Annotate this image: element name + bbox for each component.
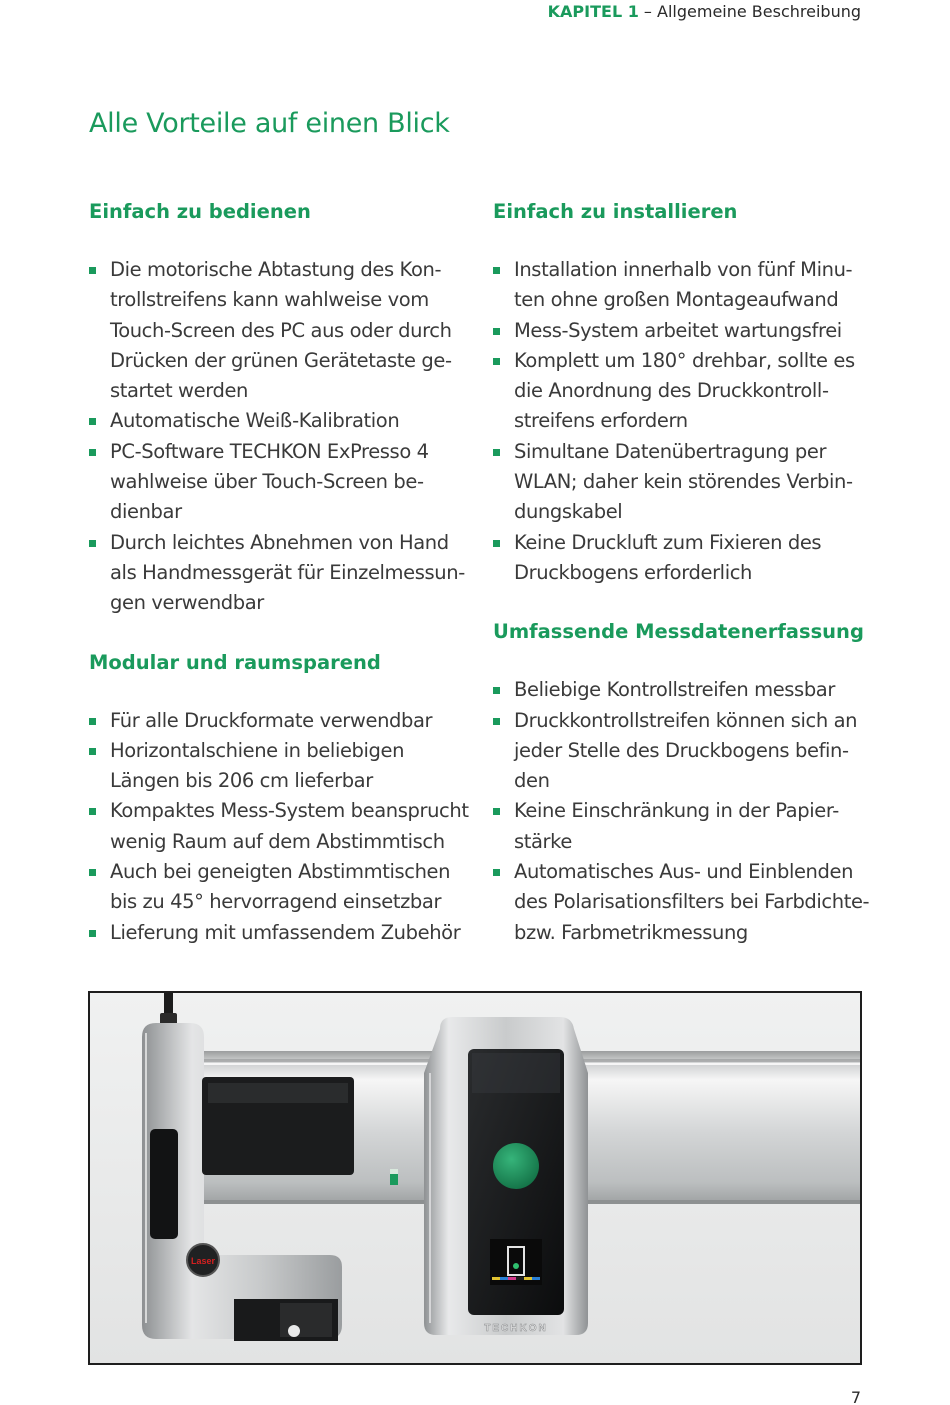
color-strip (492, 1277, 540, 1280)
list-item-line: stärke (514, 829, 572, 853)
section-heading: Einfach zu bedienen (89, 200, 311, 223)
list-item-line: Auch bei geneigten Abstimmtischen (110, 860, 451, 884)
list-item-line: Mess-System arbeitet wartungsfrei (514, 318, 842, 342)
list-item-line: die Anordnung des Druckkontroll- (514, 379, 829, 403)
side-grip (150, 1129, 178, 1239)
list-item-line: startet werden (110, 379, 249, 403)
section-heading: Einfach zu installieren (493, 200, 738, 223)
list-item-line: den (514, 769, 550, 793)
list-item (493, 255, 865, 316)
list-item-line: Druckkontrollstreifen können sich an (514, 708, 858, 732)
list-item-line: Die motorische Abtastung des Kon- (110, 258, 442, 281)
start-button (493, 1143, 539, 1189)
measuring-head (424, 1017, 588, 1335)
list-item-line: bzw. Farbmetrikmessung (514, 920, 748, 944)
page-title: Alle Vorteile auf einen Blick (89, 108, 450, 139)
list-item-line: Durch leichtes Abnehmen von Hand (110, 530, 449, 554)
list-item-line: dienbar (110, 500, 182, 524)
list-item-line: WLAN; daher kein störendes Verbin- (514, 470, 853, 494)
list-item (493, 675, 865, 705)
list-item-line: Kompaktes Mess-System beansprucht (110, 799, 469, 823)
list-item (493, 857, 870, 948)
list-item-line: gen verwendbar (110, 591, 264, 615)
list-item-line: Automatische Weiß-Kalibration (110, 409, 400, 433)
list-item-line: Für alle Druckformate verwendbar (110, 708, 433, 732)
section-heading: Modular und raumsparend (89, 650, 381, 674)
list-item-line: Beliebige Kontrollstreifen messbar (514, 678, 835, 702)
list-item-line: als Handmessgerät für Einzelmessun- (110, 560, 465, 584)
list-item (493, 528, 865, 589)
list-item-line: trollstreifens kann wahlweise vom (110, 288, 429, 312)
product-photo (88, 991, 862, 1365)
measuring-device-illustration (90, 993, 860, 1363)
section-heading: Umfassende Messdatenerfassung (493, 620, 864, 644)
list-item (89, 437, 461, 528)
chapter-section: Allgemeine Beschreibung (657, 2, 861, 21)
lens (288, 1325, 300, 1337)
list-item-line: Automatisches Aus- und Einblenden (514, 860, 854, 884)
list-item-line: ten ohne großen Montageaufwand (514, 288, 839, 312)
list-item-line: dungskabel (514, 500, 623, 524)
list-item-line: Drücken der grünen Gerätetaste ge- (110, 348, 452, 372)
list-item (89, 706, 461, 736)
list-item-line: Lieferung mit umfassendem Zubehör (110, 920, 461, 944)
list-item (89, 918, 461, 948)
list-item-line: Touch-Screen des PC aus oder durch (110, 318, 452, 342)
list-item (493, 796, 865, 857)
list-item (89, 857, 461, 918)
list-item (89, 255, 461, 406)
list-item-line: Längen bis 206 cm lieferbar (110, 769, 373, 793)
left-column (89, 195, 469, 948)
list-item (89, 406, 461, 436)
list-item (493, 316, 865, 346)
list-item (89, 736, 461, 797)
bullet-list (89, 706, 469, 948)
list-item-line: Simultane Datenübertragung per (514, 439, 827, 463)
right-column (493, 195, 870, 948)
list-item-line: PC-Software TECHKON ExPresso 4 (110, 439, 429, 463)
brand-label: TECHKON (484, 1323, 548, 1334)
running-header (548, 2, 861, 21)
list-item-line: Keine Druckluft zum Fixieren des (514, 530, 822, 554)
list-item-line: Installation innerhalb von fünf Minu- (514, 258, 853, 281)
chapter-label: KAPITEL 1 (547, 2, 639, 21)
laser-label: Laser (190, 1256, 216, 1266)
list-item-line: streifens erfordern (514, 409, 688, 433)
list-item (89, 528, 465, 619)
list-item-line: Druckbogens erforderlich (514, 560, 752, 584)
list-item (493, 437, 865, 528)
list-item-line: des Polarisationsfilters bei Farbdichte- (514, 890, 870, 914)
list-item-line: Horizontalschiene in beliebigen (110, 738, 405, 762)
page-number: 7 (850, 1388, 861, 1405)
list-item-line: wenig Raum auf dem Abstimmtisch (110, 829, 445, 853)
list-item-line: bis zu 45° hervorragend einsetzbar (110, 890, 442, 914)
bullet-list (89, 255, 465, 619)
bullet-list (493, 675, 870, 948)
header-separator: – (638, 2, 658, 21)
list-item (493, 346, 865, 437)
list-item-line: wahlweise über Touch-Screen be- (110, 470, 424, 494)
list-item-line: Komplett um 180° drehbar, sollte es (514, 348, 855, 372)
list-item-line: jeder Stelle des Druckbogens befin- (514, 738, 849, 762)
list-item (493, 706, 865, 797)
list-item-line: Keine Einschränkung in der Papier- (514, 799, 839, 823)
bullet-list (493, 255, 865, 588)
list-item (89, 796, 469, 857)
